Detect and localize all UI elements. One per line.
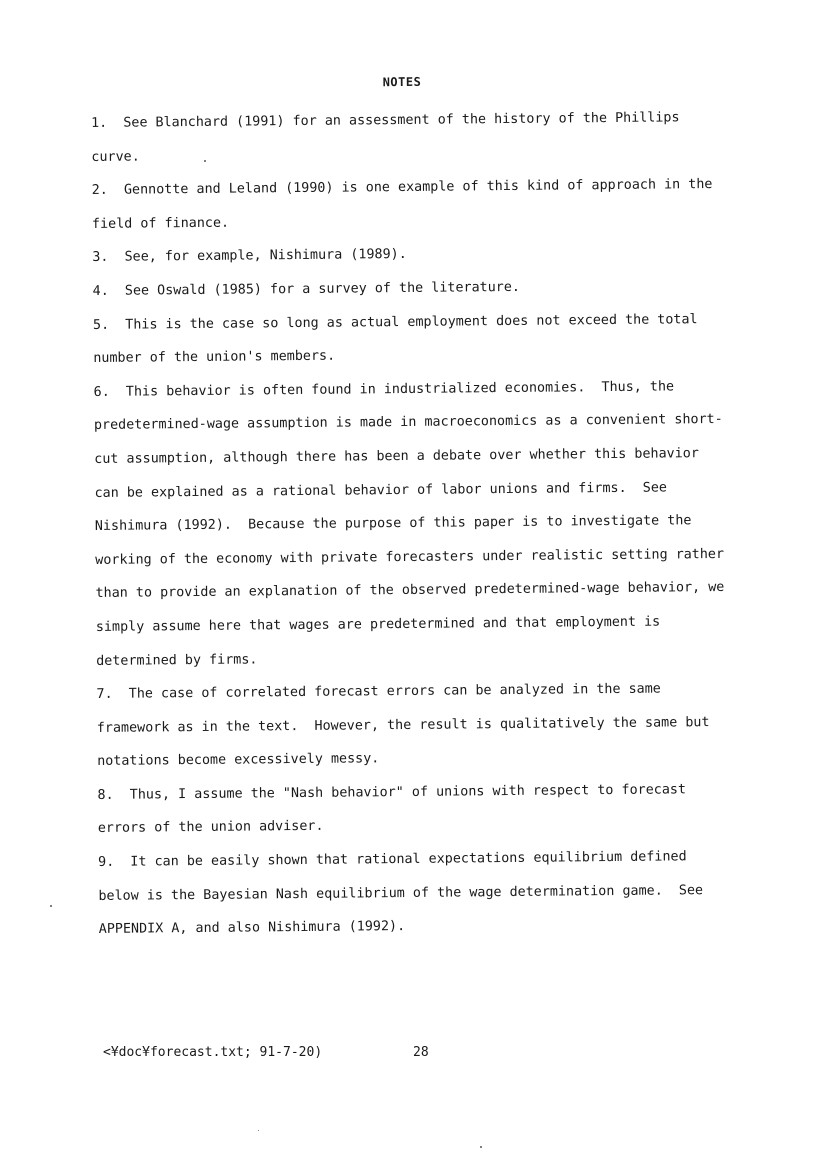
note-text: field of finance. — [91, 215, 230, 232]
note-item — [92, 168, 743, 241]
scan-speck — [204, 160, 206, 162]
note-text: The case of correlated forecast errors can be analyzed in the same — [128, 681, 661, 702]
page-number: 28 — [413, 1045, 429, 1060]
note-text: This behavior is often found in industrialized economies. Thus, the — [125, 379, 675, 400]
note-first-line — [93, 302, 743, 342]
note-item — [93, 302, 744, 375]
notes-list — [91, 101, 749, 947]
note-text: Gennotte and Leland (1990) is one example of this kind of approach in the — [123, 177, 713, 198]
note-first-line — [97, 773, 747, 813]
note-item — [96, 672, 747, 779]
note-text: This is the case so long as actual employment does not exceed the total — [125, 311, 698, 333]
note-continuation-line — [96, 605, 746, 645]
note-number: 5. — [92, 317, 110, 333]
scan-speck — [258, 1130, 259, 1131]
note-text: It can be easily shown that rational expectations equilibrium defined — [130, 849, 687, 870]
note-number: 9. — [98, 854, 115, 871]
footer-file-reference: <¥doc¥forecast.txt; 91-7-20) — [103, 1045, 323, 1060]
scan-speck — [480, 1146, 482, 1148]
note-text: can be explained as a rational behavior of labor unions and firms. See — [94, 480, 668, 501]
note-text: than to provide an explanation of the observed predetermined-wage behavior, we — [95, 580, 725, 602]
note-text: below is the Bayesian Nash equilibrium of the wage determination game. See — [98, 882, 704, 904]
note-continuation-line — [94, 437, 744, 477]
note-number: 1. — [90, 115, 108, 131]
note-number: 6. — [93, 384, 110, 400]
note-continuation-line — [98, 873, 748, 913]
scan-speck — [50, 905, 52, 907]
note-text: Thus, I assume the "Nash behavior" of unions with respect to forecast — [129, 782, 687, 803]
note-number: 4. — [92, 283, 109, 299]
note-first-line — [98, 840, 748, 880]
note-number: 8. — [97, 787, 114, 803]
note-text: curve. — [91, 149, 140, 165]
note-item — [93, 369, 746, 678]
note-text: notations become excessively messy. — [97, 751, 380, 770]
note-continuation-line — [99, 907, 749, 947]
note-number: 2. — [91, 183, 108, 199]
note-text: working of the economy with private forecasters under realistic setting rather — [95, 546, 725, 568]
note-text: predetermined-wage assumption is made in macroeconomics as a convenient short- — [93, 412, 723, 434]
note-first-line — [91, 101, 741, 141]
note-number: 3. — [92, 250, 109, 266]
note-text: framework as in the text. However, the result is qualitatively the same but — [96, 714, 710, 736]
note-first-line — [92, 168, 742, 208]
page-title: NOTES — [382, 74, 422, 90]
note-text: See, for example, Nishimura (1989). — [124, 247, 407, 266]
note-item — [97, 773, 748, 846]
note-text: number of the union's members. — [93, 348, 336, 367]
note-text: determined by firms. — [96, 651, 258, 669]
note-text: simply assume here that wages are predetermined and that employment is — [95, 614, 661, 635]
note-text: errors of the union adviser. — [97, 819, 324, 837]
note-text: cut assumption, although there has been a debate over whether this behavior — [94, 446, 699, 467]
note-text: APPENDIX A, and also Nishimura (1992). — [98, 919, 406, 938]
note-item — [98, 840, 749, 947]
note-text: See Oswald (1985) for a survey of the literature. — [124, 279, 520, 299]
note-continuation-line — [97, 705, 747, 745]
note-text: See Blanchard (1991) for an assessment of the history of the Phillips — [123, 110, 680, 131]
note-item — [91, 101, 742, 174]
note-number: 7. — [96, 686, 113, 703]
note-text: Nishimura (1992). Because the purpose of this paper is to investigate the — [94, 513, 692, 535]
